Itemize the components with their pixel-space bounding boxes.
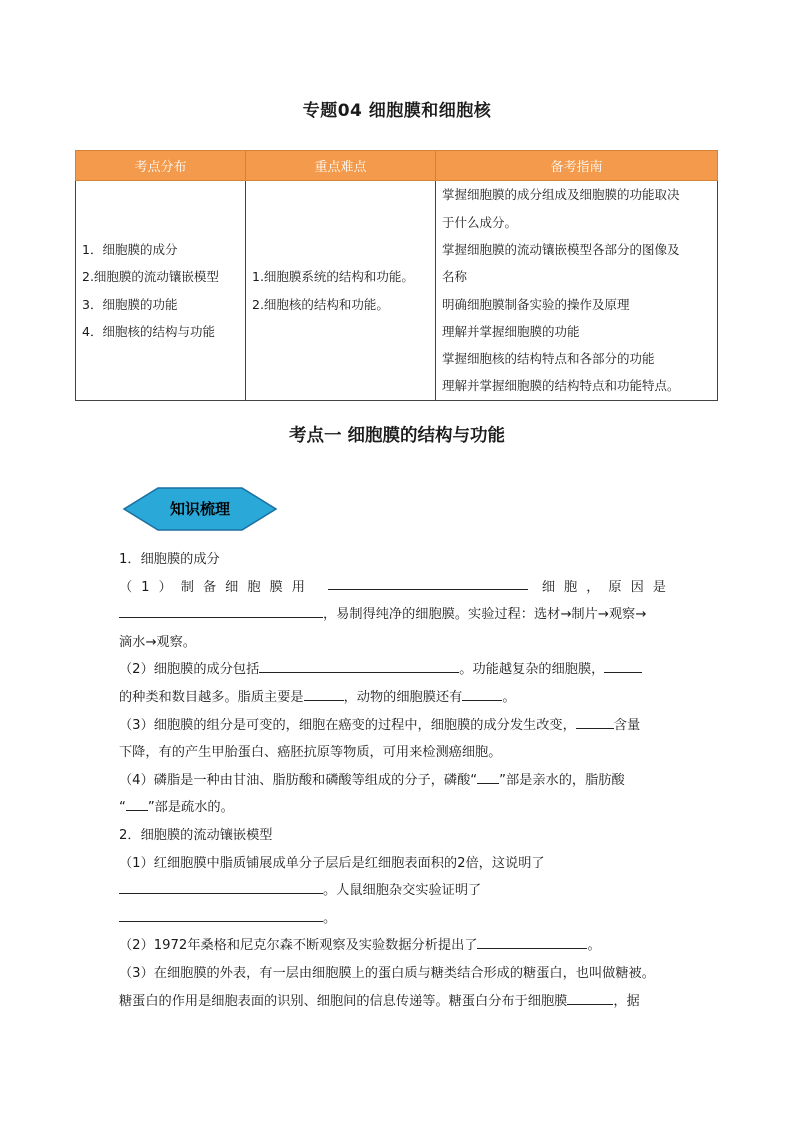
paragraph-line: （1）制备细胞膜用 细胞，原因是 [119, 574, 675, 602]
paragraph-line: 的种类和数目越多。脂质主要是 ，动物的细胞膜还有 。 [119, 684, 675, 712]
fill-blank[interactable] [259, 657, 459, 673]
list-item: 2.细胞核的结构和功能。 [252, 296, 389, 312]
fill-blank[interactable] [119, 906, 323, 922]
header-exam-guide: 备考指南 [436, 151, 718, 181]
paragraph-line: 。人鼠细胞杂交实验证明了 [119, 877, 675, 905]
paragraph-line: （3）细胞膜的组分是可变的，细胞在癌变的过程中，细胞膜的成分发生改变， 含量 [119, 712, 675, 740]
list-item: 理解并掌握细胞膜的功能 [442, 323, 580, 339]
paragraph-line: “ ”部是疏水的。 [119, 794, 675, 822]
paragraph-line: （2）细胞膜的成分包括 。功能越复杂的细胞膜， [119, 656, 675, 684]
heading-membrane-components: 1．细胞膜的成分 [119, 552, 220, 567]
paragraph-line: 滴水→观察。 [119, 634, 196, 650]
list-item: 2.细胞膜的流动镶嵌模型 [82, 269, 219, 285]
paragraph-line: （2）1972年桑格和尼克尔森不断观察及实验数据分析提出了 。 [119, 932, 675, 960]
fill-blank[interactable] [304, 685, 344, 701]
fill-blank[interactable] [477, 933, 587, 949]
guide-list-cell [436, 181, 718, 401]
paragraph-line: 下降，有的产生甲胎蛋白、癌胚抗原等物质，可用来检测癌细胞。 [119, 745, 502, 761]
list-item: 掌握细胞膜的流动镶嵌模型各部分的图像及 [442, 241, 680, 257]
table-header-row [76, 151, 718, 181]
topic-list-cell [76, 181, 246, 401]
paragraph-line: 。 [119, 905, 675, 933]
paragraph-line: （4）磷脂是一种由甘油、脂肪酸和磷酸等组成的分子，磷酸“ ”部是亲水的，脂肪酸 [119, 767, 675, 795]
paragraph-line: 糖蛋白的作用是细胞表面的识别、细胞间的信息传递等。糖蛋白分布于细胞膜 ，据 [119, 988, 675, 1016]
table-row [76, 181, 718, 401]
list-item: 掌握细胞核的结构特点和各部分的功能 [442, 351, 655, 367]
fill-blank[interactable] [119, 878, 323, 894]
badge-label: 知识梳理 [169, 500, 230, 518]
fill-blank[interactable] [462, 685, 502, 701]
study-plan-table [75, 150, 718, 401]
content-body [119, 546, 675, 1015]
header-key-difficulties: 重点难点 [246, 151, 436, 181]
heading-fluid-mosaic-model: 2．细胞膜的流动镶嵌模型 [119, 827, 273, 843]
list-item: 理解并掌握细胞膜的结构特点和功能特点。 [442, 378, 680, 394]
paragraph-line: ，易制得纯净的细胞膜。实验过程：选材→制片→观察→ [119, 601, 675, 629]
fill-blank[interactable] [126, 795, 148, 811]
list-item: 4．细胞核的结构与功能 [82, 323, 215, 339]
fill-blank[interactable] [567, 989, 613, 1005]
list-item: 于什么成分。 [442, 214, 518, 230]
section-title: 考点一 细胞膜的结构与功能 [288, 426, 506, 446]
list-item: 1．细胞膜的成分 [82, 241, 178, 257]
fill-blank[interactable] [328, 574, 528, 590]
header-topic-distribution: 考点分布 [76, 151, 246, 181]
document-title: 专题04 细胞膜和细胞核 [302, 101, 492, 121]
knowledge-badge [122, 486, 278, 532]
list-item: 3．细胞膜的功能 [82, 296, 178, 312]
paragraph-line: （1）红细胞膜中脂质铺展成单分子层后是红细胞表面积的2倍，这说明了 [119, 855, 545, 871]
fill-blank[interactable] [576, 713, 614, 729]
fill-blank[interactable] [604, 657, 642, 673]
list-item: 1.细胞膜系统的结构和功能。 [252, 269, 414, 285]
difficulty-list-cell [246, 181, 436, 401]
paragraph-line: （3）在细胞膜的外表，有一层由细胞膜上的蛋白质与糖类结合形成的糖蛋白，也叫做糖被。 [119, 965, 655, 981]
list-item: 明确细胞膜制备实验的操作及原理 [442, 296, 630, 312]
fill-blank[interactable] [119, 602, 323, 618]
list-item: 掌握细胞膜的成分组成及细胞膜的功能取决 [442, 187, 680, 203]
fill-blank[interactable] [477, 768, 499, 784]
list-item: 名称 [442, 269, 468, 285]
